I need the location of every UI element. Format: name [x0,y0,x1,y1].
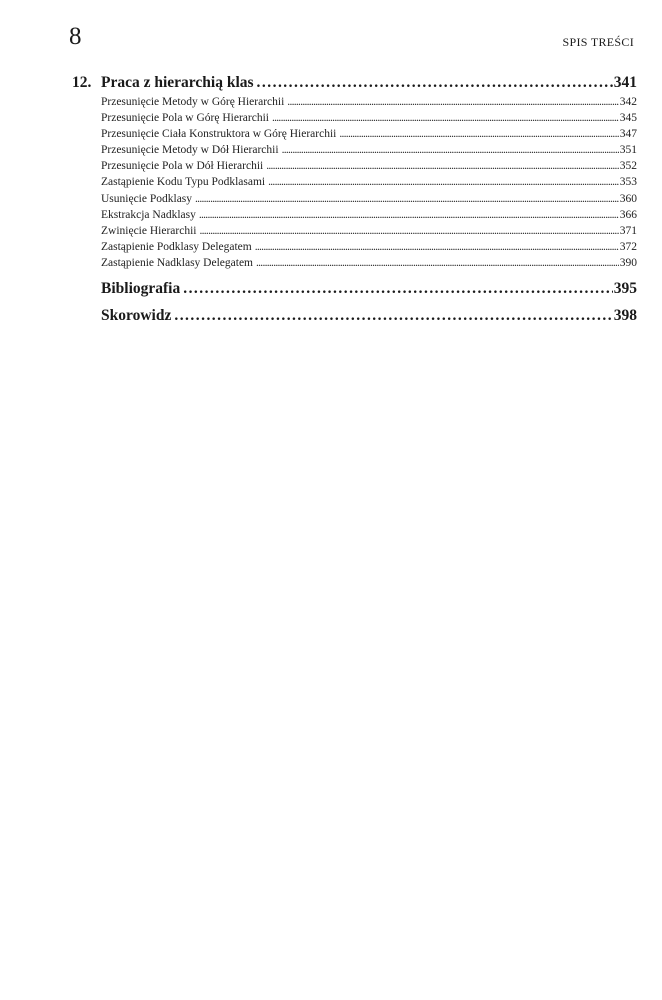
section-page: 351 [619,144,637,157]
toc-section-entry[interactable] [72,160,637,176]
toc-section-entry[interactable] [72,96,637,112]
dot-leader [272,112,619,124]
toc-section-entry[interactable] [72,193,637,209]
section-title: Zastąpienie Podklasy Delegatem [101,240,252,253]
running-head: SPIS TREŚCI [562,35,634,49]
toc-section-entry[interactable] [72,241,637,257]
dot-leader [268,176,619,188]
dot-leader [174,307,612,325]
section-page: 342 [619,96,637,108]
page-number: 8 [69,23,82,50]
section-page: 366 [619,208,637,221]
section-title: Przesunięcie Metody w Górę Hierarchii [101,96,285,108]
dot-leader [183,280,613,298]
toc-section-entry[interactable] [72,128,637,144]
dot-leader [255,241,619,253]
toc-section-entry[interactable] [72,225,637,241]
toc-section-entry[interactable] [72,176,637,192]
section-title: Zastąpienie Nadklasy Delegatem [101,256,253,269]
section-page: 371 [619,224,637,237]
section-page: 353 [619,176,637,189]
table-of-contents [72,74,637,329]
section-page: 352 [619,160,637,173]
index-title: Skorowidz [101,307,172,325]
toc-section-entry[interactable] [72,144,637,160]
dot-leader [199,225,618,237]
section-title: Zastąpienie Kodu Typu Podklasami [101,176,266,189]
spacer [72,273,637,280]
toc-section-entry[interactable] [72,257,637,273]
toc-bibliography-entry[interactable] [72,280,637,302]
section-page: 345 [619,112,637,125]
section-title: Przesunięcie Pola w Dół Hierarchii [101,160,264,173]
chapter-page: 341 [613,74,637,91]
section-title: Usunięcie Podklasy [101,192,193,205]
section-title: Zwinięcie Hierarchii [101,224,197,237]
bibliography-page: 395 [613,280,637,298]
section-page: 347 [619,128,637,141]
toc-chapter-entry[interactable] [72,74,637,96]
dot-leader [256,257,619,269]
index-page: 398 [613,307,637,325]
chapter-number: 12. [72,74,92,91]
section-title: Ekstrakcja Nadklasy [101,208,196,221]
section-page: 390 [619,256,637,269]
dot-leader [199,209,619,221]
dot-leader [339,128,618,140]
dot-leader [266,160,619,172]
dot-leader [195,193,619,205]
dot-leader [282,144,619,156]
dot-leader [287,96,618,108]
toc-section-entry[interactable] [72,209,637,225]
section-page: 360 [619,192,637,205]
section-page: 372 [619,240,637,253]
bibliography-title: Bibliografia [101,280,181,298]
section-title: Przesunięcie Ciała Konstruktora w Górę Hierarchii [101,128,337,141]
section-title: Przesunięcie Metody w Dół Hierarchii [101,144,279,157]
chapter-title: Praca z hierarchią klas [101,74,254,91]
dot-leader [257,74,613,92]
toc-section-entry[interactable] [72,112,637,128]
toc-index-entry[interactable] [72,307,637,329]
section-title: Przesunięcie Pola w Górę Hierarchii [101,112,269,125]
